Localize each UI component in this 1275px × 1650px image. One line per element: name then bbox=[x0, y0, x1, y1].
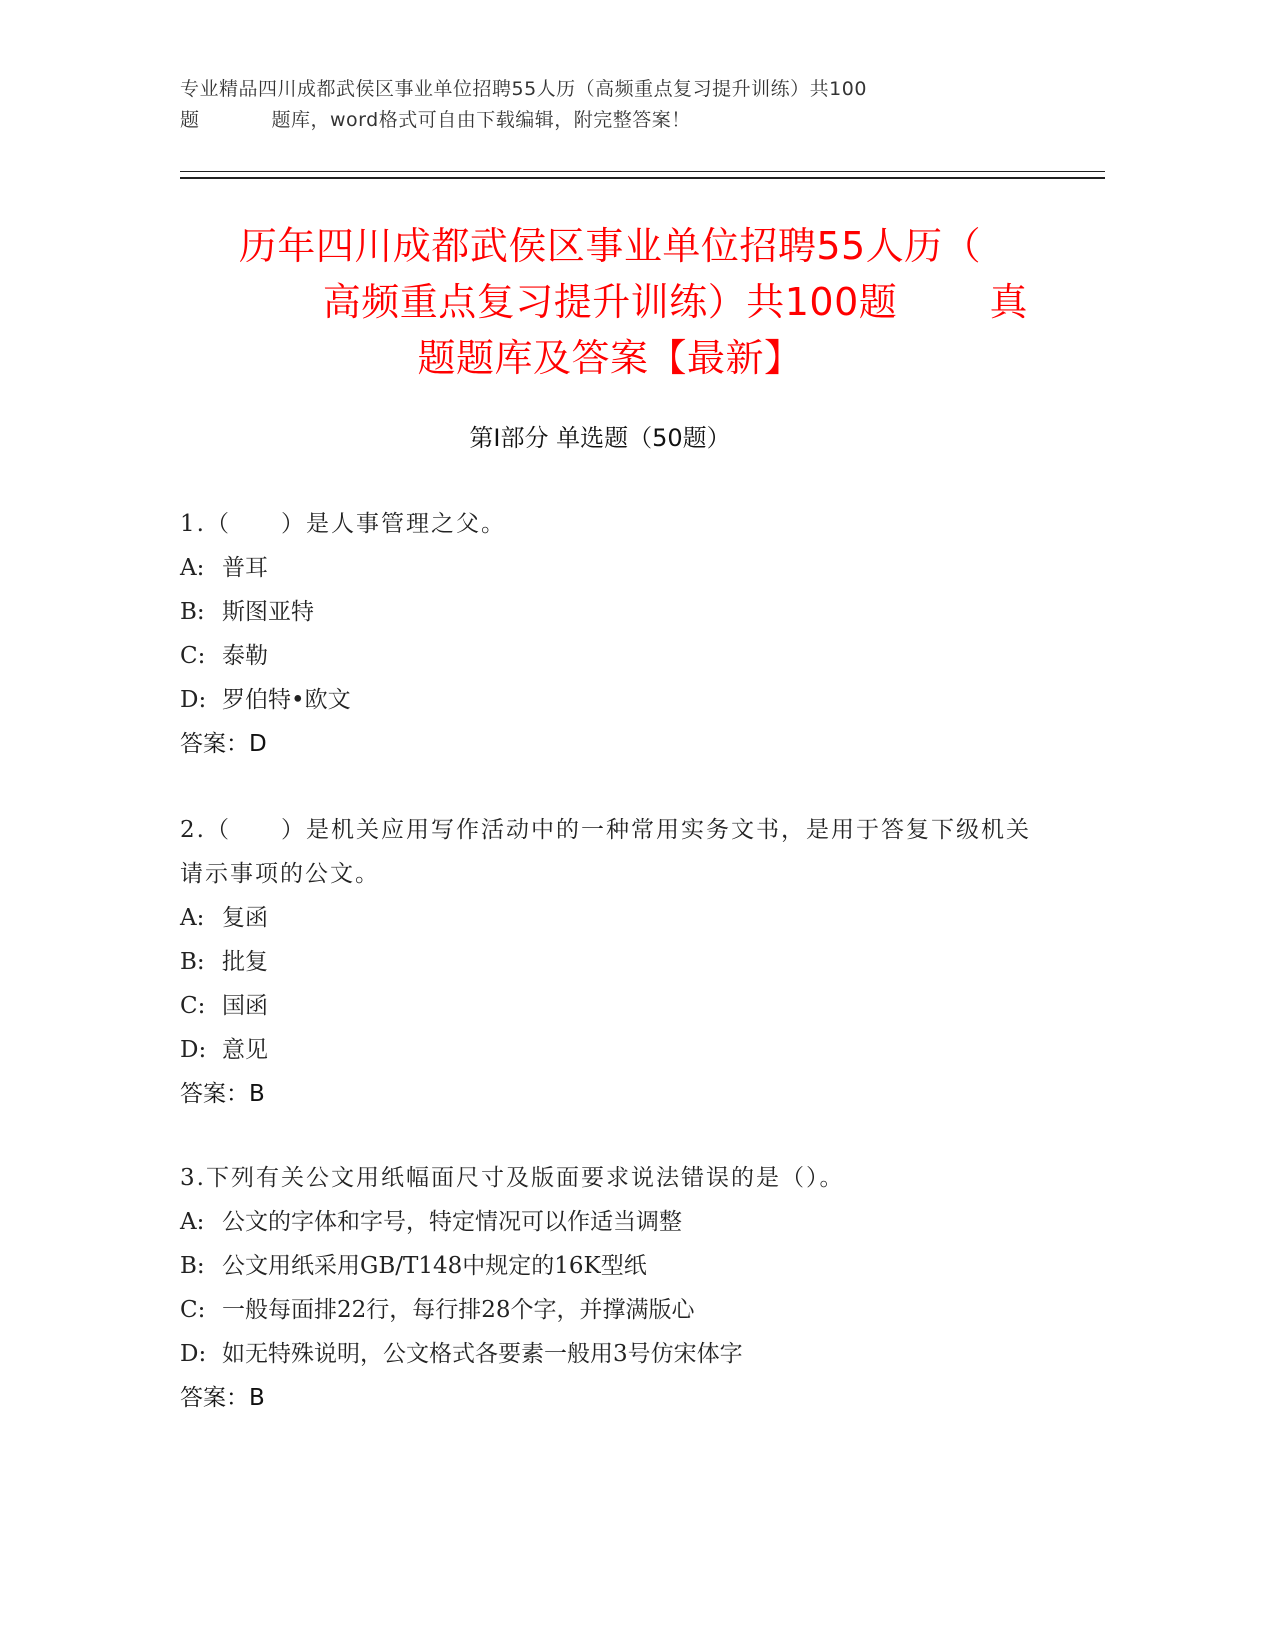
option-letter: D: bbox=[180, 687, 207, 713]
option-c bbox=[180, 1288, 1040, 1332]
answer: 答案：D bbox=[180, 731, 267, 757]
option-letter: C: bbox=[180, 993, 206, 1019]
option-text: 批复 bbox=[222, 949, 268, 975]
option-letter: A: bbox=[180, 905, 205, 931]
option-letter: C: bbox=[180, 643, 206, 669]
option-b bbox=[180, 940, 1040, 984]
option-text: 泰勒 bbox=[222, 643, 268, 669]
option-letter: C: bbox=[180, 1297, 206, 1323]
option-text: 一般每面排22行，每行排28个字，并撑满版心 bbox=[222, 1297, 695, 1323]
option-a bbox=[180, 546, 1040, 590]
option-text: 意见 bbox=[222, 1037, 268, 1063]
header-divider-thick bbox=[180, 177, 1105, 179]
option-text: 罗伯特•欧文 bbox=[222, 687, 351, 713]
option-text: 如无特殊说明，公文格式各要素一般用3号仿宋体字 bbox=[222, 1341, 743, 1367]
question-stem: 2.（ ）是机关应用写作活动中的一种常用实务文书，是用于答复下级机关请示事项的公文。 bbox=[180, 817, 1031, 887]
option-d bbox=[180, 678, 1040, 722]
header-divider-thin bbox=[180, 171, 1105, 172]
option-b bbox=[180, 1244, 1040, 1288]
header-note bbox=[180, 74, 1100, 136]
option-letter: B: bbox=[180, 599, 205, 625]
option-letter: D: bbox=[180, 1037, 207, 1063]
option-text: 斯图亚特 bbox=[222, 599, 314, 625]
header-note-line2 bbox=[180, 105, 1100, 136]
title-line2-main: 高频重点复习提升训练）共100题 bbox=[322, 280, 898, 324]
option-text: 国函 bbox=[222, 993, 268, 1019]
question-stem: 1.（ ）是人事管理之父。 bbox=[180, 511, 506, 537]
title-line1: 历年四川成都武侯区事业单位招聘55人历（ bbox=[238, 224, 982, 268]
question-1 bbox=[180, 502, 1040, 766]
document-title bbox=[180, 218, 1040, 386]
question-3 bbox=[180, 1156, 1040, 1420]
option-letter: A: bbox=[180, 555, 205, 581]
header-note-line2-start: 题 bbox=[180, 109, 200, 131]
answer: 答案：B bbox=[180, 1385, 265, 1411]
option-d bbox=[180, 1332, 1040, 1376]
option-d bbox=[180, 1028, 1040, 1072]
option-text: 公文的字体和字号，特定情况可以作适当调整 bbox=[222, 1209, 682, 1235]
question-2 bbox=[180, 808, 1040, 1116]
header-note-line1: 专业精品四川成都武侯区事业单位招聘55人历（高频重点复习提升训练）共100 bbox=[180, 78, 867, 100]
title-line2-tail: 真 bbox=[989, 280, 1028, 324]
option-a bbox=[180, 896, 1040, 940]
option-text: 复函 bbox=[222, 905, 268, 931]
option-text: 公文用纸采用GB/T148中规定的16K型纸 bbox=[222, 1253, 647, 1279]
option-c bbox=[180, 984, 1040, 1028]
option-letter: B: bbox=[180, 949, 205, 975]
option-letter: D: bbox=[180, 1341, 207, 1367]
option-letter: A: bbox=[180, 1209, 205, 1235]
option-b bbox=[180, 590, 1040, 634]
option-a bbox=[180, 1200, 1040, 1244]
header-note-line2-end: 题库，word格式可自由下载编辑，附完整答案！ bbox=[271, 109, 691, 131]
title-line3: 题题库及答案【最新】 bbox=[417, 336, 803, 380]
option-c bbox=[180, 634, 1040, 678]
section-title: 第Ⅰ部分 单选题（50题） bbox=[469, 424, 731, 452]
question-stem: 3.下列有关公文用纸幅面尺寸及版面要求说法错误的是（）。 bbox=[180, 1165, 845, 1191]
option-text: 普耳 bbox=[222, 555, 268, 581]
answer: 答案：B bbox=[180, 1081, 265, 1107]
title-line2 bbox=[180, 274, 1040, 330]
option-letter: B: bbox=[180, 1253, 205, 1279]
